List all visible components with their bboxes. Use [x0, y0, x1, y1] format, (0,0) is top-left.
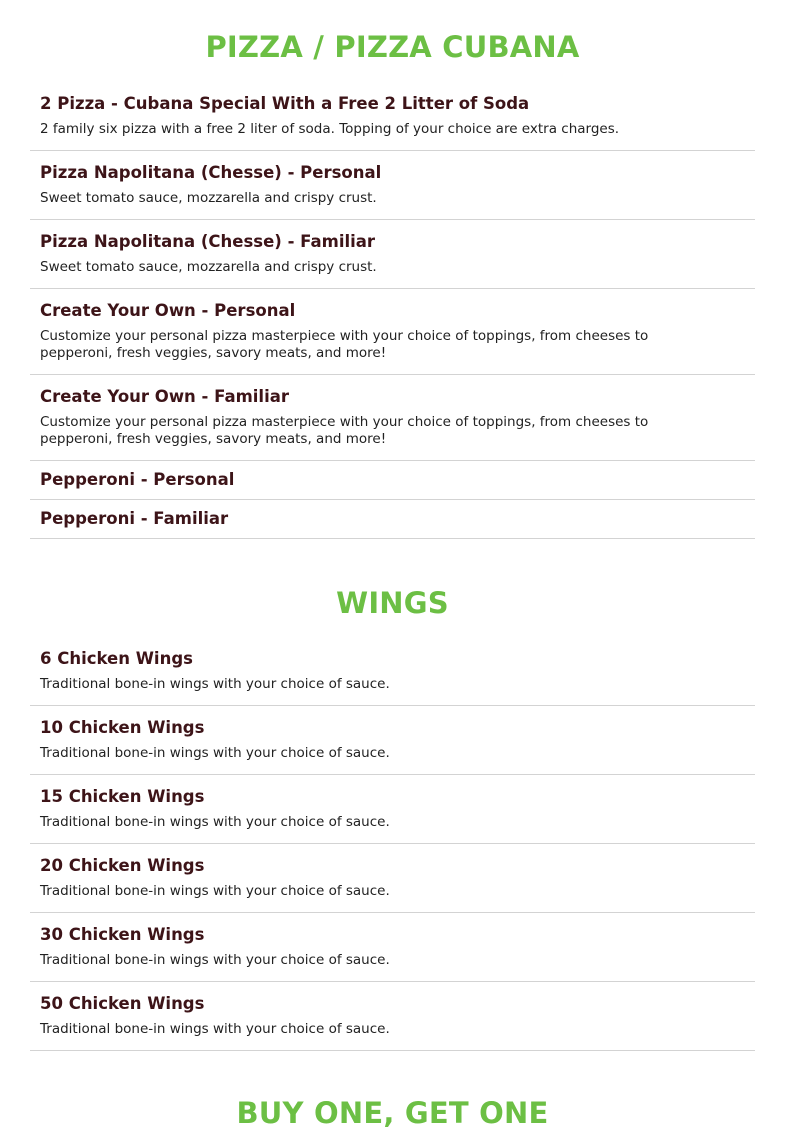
- item-description: Sweet tomato sauce, mozzarella and crispy crust.: [40, 190, 377, 206]
- item-description: Traditional bone-in wings with your choice of sauce.: [40, 1021, 390, 1037]
- item-name: 20 Chicken Wings: [40, 856, 205, 875]
- item-description: Traditional bone-in wings with your choice of sauce.: [40, 883, 390, 899]
- menu-item[interactable]: [30, 637, 755, 706]
- menu-item[interactable]: [30, 151, 755, 220]
- item-name: 2 Pizza - Cubana Special With a Free 2 Litter of Soda: [40, 94, 530, 113]
- item-description: Customize your personal pizza masterpiece with your choice of toppings, from cheeses to pepperoni, fresh veggies, savory meats, and more!: [40, 414, 649, 447]
- section-title-bogo: BUY ONE, GET ONE: [236, 1096, 549, 1130]
- menu-item[interactable]: [30, 500, 755, 539]
- pizza-item-list: [30, 82, 755, 539]
- menu-item[interactable]: [30, 375, 755, 461]
- item-name: Create Your Own - Personal: [40, 301, 296, 320]
- menu-item[interactable]: [30, 775, 755, 844]
- item-name: Pepperoni - Familiar: [40, 509, 229, 528]
- item-name: 10 Chicken Wings: [40, 718, 205, 737]
- item-description: Customize your personal pizza masterpiece with your choice of toppings, from cheeses to pepperoni, fresh veggies, savory meats, and more!: [40, 328, 649, 361]
- menu-item[interactable]: [30, 289, 755, 375]
- wings-item-list: [30, 637, 755, 1051]
- menu-item[interactable]: [30, 913, 755, 982]
- item-description: Traditional bone-in wings with your choice of sauce.: [40, 676, 390, 692]
- menu-item[interactable]: [30, 461, 755, 500]
- section-title-wings: WINGS: [336, 586, 449, 620]
- item-name: 50 Chicken Wings: [40, 994, 205, 1013]
- item-name: Pepperoni - Personal: [40, 470, 235, 489]
- menu-item[interactable]: [30, 706, 755, 775]
- section-title-pizza: PIZZA / PIZZA CUBANA: [205, 30, 580, 64]
- item-description: Traditional bone-in wings with your choice of sauce.: [40, 952, 390, 968]
- item-description: 2 family six pizza with a free 2 liter of soda. Topping of your choice are extra charges.: [40, 121, 620, 137]
- item-description: Traditional bone-in wings with your choice of sauce.: [40, 814, 390, 830]
- item-name: Pizza Napolitana (Chesse) - Personal: [40, 163, 382, 182]
- item-name: 6 Chicken Wings: [40, 649, 193, 668]
- item-name: Create Your Own - Familiar: [40, 387, 290, 406]
- menu-item[interactable]: [30, 844, 755, 913]
- menu-item[interactable]: [30, 220, 755, 289]
- item-name: Pizza Napolitana (Chesse) - Familiar: [40, 232, 376, 251]
- item-description: Sweet tomato sauce, mozzarella and crispy crust.: [40, 259, 377, 275]
- item-name: 30 Chicken Wings: [40, 925, 205, 944]
- item-name: 15 Chicken Wings: [40, 787, 205, 806]
- menu-item[interactable]: [30, 982, 755, 1051]
- item-description: Traditional bone-in wings with your choice of sauce.: [40, 745, 390, 761]
- menu-item[interactable]: [30, 82, 755, 151]
